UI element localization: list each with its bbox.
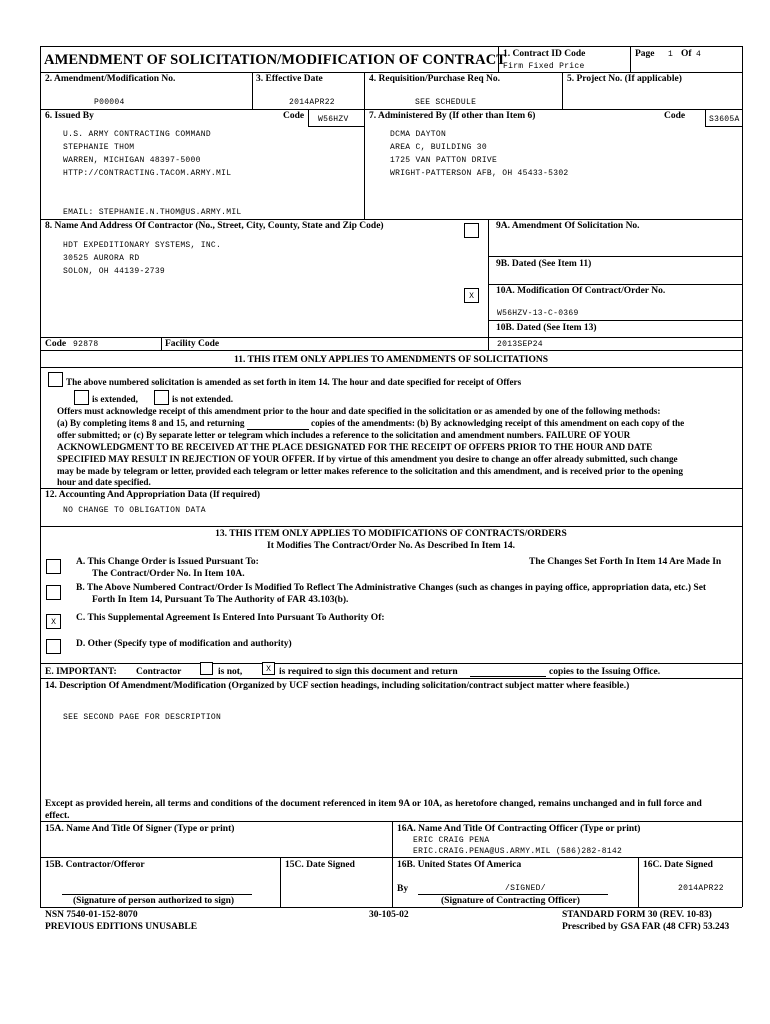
administered-address-line-1: DCMA DAYTON	[390, 130, 447, 139]
item-14-value: SEE SECOND PAGE FOR DESCRIPTION	[63, 713, 222, 722]
page-total: 4	[696, 50, 702, 59]
contracting-officer-name-label: 16A. Name And Title Of Contracting Officer (Type or print)	[397, 824, 641, 834]
standard-form-number: STANDARD FORM 30 (REV. 10-83)	[562, 910, 712, 920]
item-13d-label: D. Other (Specify type of modification and authority)	[76, 639, 292, 649]
united-states-label: 16B. United States Of America	[397, 860, 522, 870]
form-code: 30-105-02	[369, 910, 409, 920]
item-11-para-7: hour and date specified.	[57, 477, 151, 487]
issued-code-label: Code	[283, 111, 305, 121]
dated-10b-label: 10B. Dated (See Item 13)	[496, 323, 597, 333]
item-13b-line-1: B. The Above Numbered Contract/Order Is Modified To Reflect The Administrative Changes (such as changes in paying office, appropriation data, etc.) Set	[76, 583, 707, 593]
contracting-officer-contact: ERIC.CRAIG.PENA@US.ARMY.MIL (586)282-8142	[413, 847, 623, 856]
checkbox-is-not[interactable]	[200, 662, 213, 675]
date-signed-16c-value: 2014APR22	[678, 884, 724, 893]
dated-10b-value: 2013SEP24	[497, 340, 543, 349]
is-not-label: is not,	[218, 667, 243, 677]
item-13a-line-2: The Changes Set Forth In Item 14 Are Made In	[529, 557, 722, 567]
modification-contract-value: W56HZV-13-C-0369	[497, 309, 579, 318]
contractor-code-label: Code	[45, 339, 67, 349]
issued-address-line-2: STEPHANIE THOM	[63, 143, 135, 152]
by-label: By	[397, 884, 409, 894]
is-extended-label: is extended,	[92, 394, 138, 404]
item-11-para-3: offer submitted; or (c) By separate letter or telegram which includes a reference to the solicitation and amendment numbers. FAILURE OF YOUR	[57, 430, 631, 440]
contracting-officer-name: ERIC CRAIG PENA	[413, 836, 490, 845]
checkbox-10a[interactable]: X	[464, 288, 479, 303]
signer-name-label: 15A. Name And Title Of Signer (Type or print)	[45, 824, 235, 834]
unchanged-terms-line-1: Except as provided herein, all terms and conditions of the document referenced in item 9A or 10A, as heretofore changed, remains unchanged and in full force and	[45, 799, 702, 809]
contractor-address-line-3: SOLON, OH 44139-2739	[63, 267, 166, 276]
item-11-para-2	[57, 418, 684, 430]
requisition-label: 4. Requisition/Purchase Req No.	[369, 74, 500, 84]
page-of-label: Of	[681, 49, 692, 59]
issued-address-line-4: HTTP://CONTRACTING.TACOM.ARMY.MIL	[63, 169, 232, 178]
administered-address-line-4: WRIGHT-PATTERSON AFB, OH 45433-5302	[390, 169, 569, 178]
item-11-para-2b: copies of the amendments: (b) By acknowledging receipt of this amendment on each copy of the	[311, 418, 685, 428]
copies-blank	[247, 420, 309, 430]
item-13c-label: C. This Supplemental Agreement Is Entered Into Pursuant To Authority Of:	[76, 613, 385, 623]
amendment-no-value: P00004	[94, 98, 125, 107]
item-13a-line-1: A. This Change Order is Issued Pursuant To:	[76, 557, 259, 567]
contractor-code-value: 92878	[73, 340, 99, 349]
contract-id-value: Firm Fixed Price	[503, 62, 585, 71]
item-11-para-2a: (a) By completing items 8 and 15, and returning	[57, 418, 245, 428]
issued-address-line-3: WARREN, MICHIGAN 48397-5000	[63, 156, 201, 165]
contractor-signature-line	[62, 894, 252, 895]
administered-code-value: S3605A	[709, 115, 740, 124]
form-title: AMENDMENT OF SOLICITATION/MODIFICATION OF CONTRACT	[44, 52, 507, 68]
effective-date-label: 3. Effective Date	[256, 74, 323, 84]
item-11-para-6: may be made by telegram or letter, provided each telegram or letter makes reference to the solicitation and this amendment, and is received prior to the opening	[57, 466, 684, 476]
item-13a-line-3: The Contract/Order No. In Item 10A.	[92, 569, 245, 579]
checkbox-13b[interactable]	[46, 585, 61, 600]
effective-date-value: 2014APR22	[289, 98, 335, 107]
item-13b-line-2: Forth In Item 14, Pursuant To The Authority of FAR 43.103(b).	[92, 595, 349, 605]
dated-9b-label: 9B. Dated (See Item 11)	[496, 259, 592, 269]
contractor-address-line-1: HDT EXPEDITIONARY SYSTEMS, INC.	[63, 241, 222, 250]
not-extended-label: is not extended.	[172, 394, 233, 404]
amendment-no-label: 2. Amendment/Modification No.	[45, 74, 176, 84]
item-13-subheading: It Modifies The Contract/Order No. As Described In Item 14.	[267, 541, 515, 551]
page-number: 1	[668, 50, 674, 59]
checkbox-is-extended[interactable]	[74, 390, 89, 405]
page-label: Page	[635, 49, 655, 59]
checkbox-9a[interactable]	[464, 223, 479, 238]
accounting-data-value: NO CHANGE TO OBLIGATION DATA	[63, 506, 206, 515]
accounting-data-label: 12. Accounting And Appropriation Data (If required)	[45, 490, 261, 500]
unchanged-terms-line-2: effect.	[45, 811, 70, 821]
administered-code-label: Code	[664, 111, 686, 121]
previous-editions-note: PREVIOUS EDITIONS UNUSABLE	[45, 922, 198, 932]
contract-id-label: 1. Contract ID Code	[503, 49, 586, 59]
contractor-signature-caption: (Signature of person authorized to sign)	[73, 896, 235, 906]
administered-by-label: 7. Administered By (If other than Item 6)	[369, 111, 536, 121]
contractor-label: 8. Name And Address Of Contractor (No., Street, City, County, State and Zip Code)	[45, 221, 384, 231]
checkbox-13c[interactable]: X	[46, 614, 61, 629]
item-11-line-1: The above numbered solicitation is amended as set forth in item 14. The hour and date specified for receipt of Offers	[66, 377, 522, 387]
return-copies-blank	[470, 676, 546, 677]
important-contractor-label: Contractor	[136, 667, 182, 677]
administered-address-line-2: AREA C, BUILDING 30	[390, 143, 487, 152]
item-14-label: 14. Description Of Amendment/Modification (Organized by UCF section headings, including solicitation/contract subject matter where feasible.)	[45, 681, 630, 691]
copies-label: copies to the Issuing Office.	[549, 667, 661, 677]
checkbox-13a[interactable]	[46, 559, 61, 574]
item-11-para-4: ACKNOWLEDGMENT TO BE RECEIVED AT THE PLACE DESIGNATED FOR THE RECEIPT OF OFFERS PRIOR TO THE HOUR AND DATE	[57, 442, 653, 452]
important-label: E. IMPORTANT:	[45, 667, 117, 677]
item-13-heading: 13. THIS ITEM ONLY APPLIES TO MODIFICATIONS OF CONTRACTS/ORDERS	[215, 529, 567, 539]
contractor-offeror-label: 15B. Contractor/Offeror	[45, 860, 145, 870]
contractor-address-line-2: 30525 AURORA RD	[63, 254, 140, 263]
date-signed-15c-label: 15C. Date Signed	[285, 860, 355, 870]
issued-code-value: W56HZV	[318, 115, 349, 124]
administered-address-line-3: 1725 VAN PATTON DRIVE	[390, 156, 498, 165]
modification-contract-label: 10A. Modification Of Contract/Order No.	[496, 286, 666, 296]
nsn-number: NSN 7540-01-152-8070	[45, 910, 138, 920]
is-required-label: is required to sign this document and return	[279, 667, 458, 677]
prescribed-by: Prescribed by GSA FAR (48 CFR) 53.243	[562, 922, 730, 932]
item-11-para-1: Offers must acknowledge receipt of this amendment prior to the hour and date specified in the solicitation or as amended by one of the following methods:	[57, 406, 661, 416]
item-11-para-5: SPECIFIED MAY RESULT IN REJECTION OF YOUR OFFER. If by virtue of this amendment you desire to change an offer already submitted, such change	[57, 454, 678, 464]
checkbox-not-extended[interactable]	[154, 390, 169, 405]
issued-by-label: 6. Issued By	[45, 111, 94, 121]
facility-code-label: Facility Code	[165, 339, 220, 349]
date-signed-16c-label: 16C. Date Signed	[643, 860, 713, 870]
project-no-label: 5. Project No. (If applicable)	[567, 74, 682, 84]
requisition-value: SEE SCHEDULE	[415, 98, 477, 107]
officer-signature: /SIGNED/	[505, 884, 546, 893]
officer-signature-line	[418, 894, 608, 895]
issued-email: EMAIL: STEPHANIE.N.THOM@US.ARMY.MIL	[63, 208, 242, 217]
checkbox-13d[interactable]	[46, 639, 61, 654]
amendment-solicitation-label: 9A. Amendment Of Solicitation No.	[496, 221, 640, 231]
officer-signature-caption: (Signature of Contracting Officer)	[441, 896, 580, 906]
checkbox-item-11[interactable]	[48, 372, 63, 387]
issued-address-line-1: U.S. ARMY CONTRACTING COMMAND	[63, 130, 211, 139]
checkbox-is-required[interactable]: X	[262, 662, 275, 675]
item-11-heading: 11. THIS ITEM ONLY APPLIES TO AMENDMENTS OF SOLICITATIONS	[233, 355, 549, 365]
